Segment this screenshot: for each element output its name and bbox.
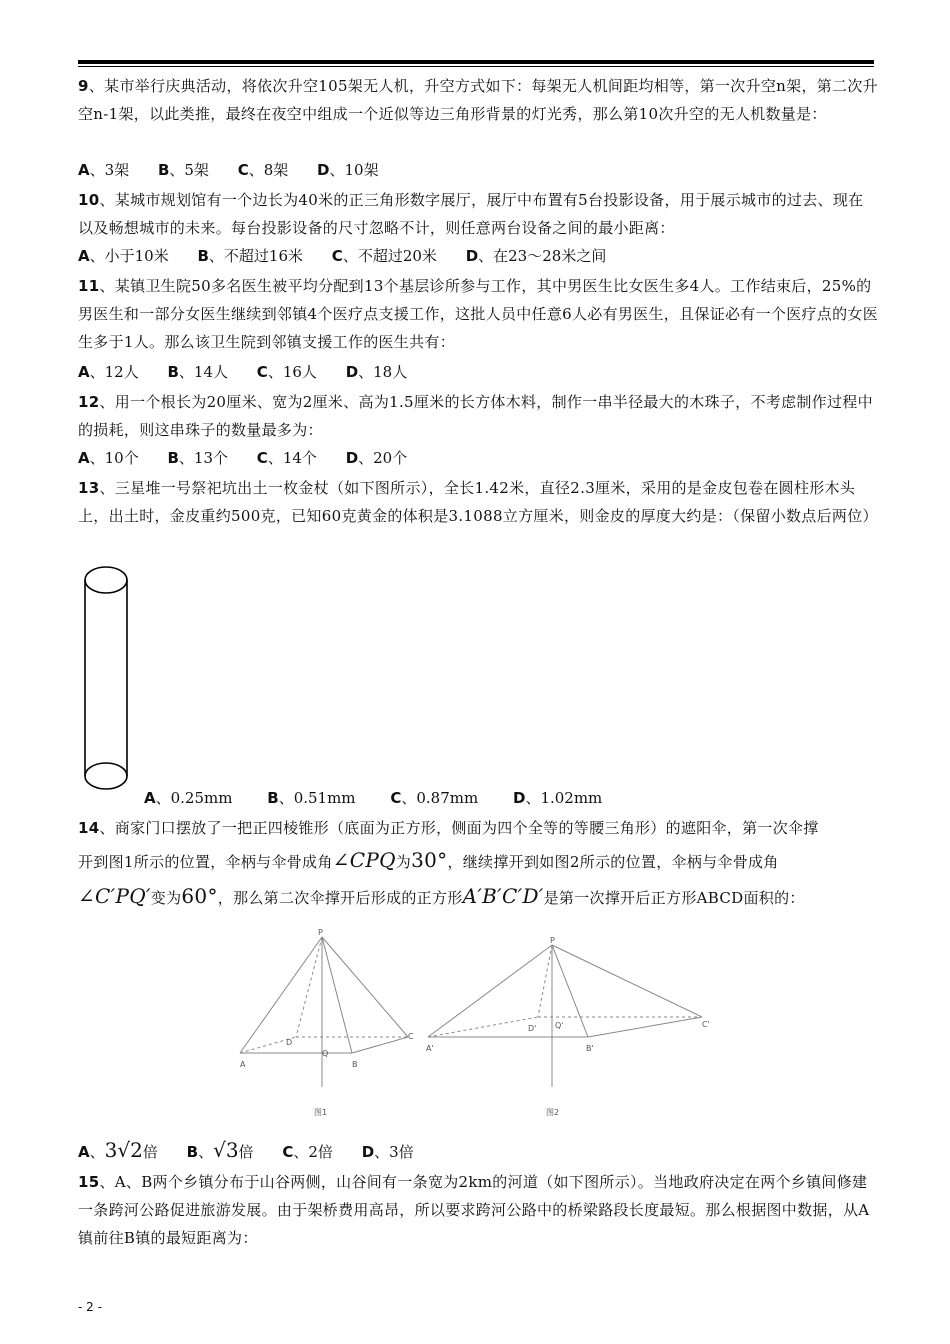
label-c-prime: C' — [702, 1020, 710, 1029]
question-10 — [78, 186, 878, 242]
option-d[interactable]: D、18人 — [345, 363, 408, 381]
question-12 — [78, 388, 878, 444]
figure-caption-1: 图1 — [314, 1108, 328, 1117]
question-text: 、A、B两个乡镇分布于山谷两侧，山谷间有一条宽为2km的河道（如下图所示）。当地政府决定在两个乡镇间修建一条跨河公路促进旅游发展。由于架桥费用高昂，所以要求跨河公路中的桥梁路段长度最短。那么根据图中数据，从A镇前往B镇的最短距离为： — [78, 1173, 870, 1247]
question-text: 、用一个根长为20厘米、宽为2厘米、高为1.5厘米的长方体木料，制作一串半径最大的木珠子，不考虑制作过程中的损耗，则这串珠子的数量最多为： — [78, 393, 873, 439]
figure-caption-2: 图2 — [546, 1108, 560, 1117]
question-number: 15 — [78, 1173, 100, 1191]
option-c[interactable]: C、0.87mm — [390, 789, 479, 807]
option-c[interactable]: C、16人 — [256, 363, 317, 381]
header-rule-thick — [78, 60, 874, 64]
label-b-prime: B' — [586, 1044, 594, 1053]
angle-30-degrees: 30° — [411, 848, 448, 872]
question-text: 、三星堆一号祭祀坑出土一枚金杖（如下图所示），全长1.42米，直径2.3厘米，采用的是金皮包卷在圆柱形木头上，出土时，金皮重约500克，已知60克黄金的体积是3.1088立方厘米，则金皮的厚度大约是：（保留小数点后两位） — [78, 479, 878, 525]
option-b[interactable]: B、13个 — [167, 449, 229, 467]
question-number: 10 — [78, 191, 100, 209]
label-d: D — [286, 1038, 293, 1047]
question-number: 11 — [78, 277, 100, 295]
question-14-line-2: 开到图1所示的位置，伞柄与伞骨成角∠CPQ为30°，继续撑开到如图2所示的位置，伞柄与伞骨成角 — [78, 848, 779, 872]
label-a-prime: A' — [426, 1044, 434, 1053]
option-b[interactable]: B、5架 — [157, 161, 209, 179]
question-12-options — [78, 444, 431, 472]
label-c: C — [408, 1032, 414, 1041]
label-p: P — [318, 928, 323, 937]
option-a[interactable]: A、12人 — [78, 363, 139, 381]
question-number: 14 — [78, 819, 100, 837]
question-number: 13 — [78, 479, 100, 497]
option-d[interactable]: D、在23～28米之间 — [465, 247, 607, 265]
option-c[interactable]: C、8架 — [237, 161, 289, 179]
option-a[interactable]: A、0.25mm — [144, 789, 233, 807]
option-a[interactable]: A、3√2倍 — [78, 1138, 158, 1162]
question-9 — [78, 72, 878, 128]
question-text: 、某镇卫生院50多名医生被平均分配到13个基层诊所参与工作，其中男医生比女医生多4人。工作结束后，25%的男医生和一部分女医生继续到邻镇4个医疗点支援工作，这批人员中任意6人必有男医生，且保证必有一个医疗点的女医生多于1人。那么该卫生院到邻镇支援工作的医生共有： — [78, 277, 878, 351]
option-d[interactable]: D、1.02mm — [512, 789, 603, 807]
question-text: 、某城市规划馆有一个边长为40米的正三角形数字展厅，展厅中布置有5台投影设备，用于展示城市的过去、现在以及畅想城市的未来。每台投影设备的尺寸忽略不计，则任意两台设备之间的最小距离： — [78, 191, 864, 237]
option-d[interactable]: D、3倍 — [361, 1143, 414, 1161]
option-b[interactable]: B、√3倍 — [186, 1138, 254, 1162]
question-13 — [78, 474, 878, 530]
question-13-options — [144, 784, 626, 812]
question-9-options — [78, 156, 403, 184]
angle-c-prime-pq-prime: ∠C′PQ′ — [78, 884, 151, 908]
question-number: 9 — [78, 77, 89, 95]
umbrella-figure-1 — [228, 925, 428, 1125]
option-d[interactable]: D、10架 — [317, 161, 379, 179]
angle-60-degrees: 60° — [181, 884, 218, 908]
angle-cpq: ∠CPQ — [332, 848, 396, 872]
label-d-prime: D' — [528, 1024, 537, 1033]
label-b: B — [352, 1060, 358, 1069]
question-text: 、某市举行庆典活动，将依次升空105架无人机，升空方式如下：每架无人机间距均相等，第一次升空n架，第二次升空n-1架，以此类推，最终在夜空中组成一个近似等边三角形背景的灯光秀，那么第10次升空的无人机数量是： — [78, 77, 878, 123]
option-c[interactable]: C、2倍 — [282, 1143, 333, 1161]
option-a[interactable]: A、10个 — [78, 449, 139, 467]
option-c[interactable]: C、不超过20米 — [331, 247, 437, 265]
gold-staff-cylinder-figure — [80, 560, 140, 800]
question-14-options — [78, 1136, 438, 1166]
question-11 — [78, 272, 878, 356]
question-11-options — [78, 358, 431, 386]
label-a: A — [240, 1060, 246, 1069]
label-q-prime: Q' — [555, 1021, 564, 1030]
question-14-line-3: ∠C′PQ′变为60°，那么第二次伞撑开后形成的正方形A′B′C′D′是第一次撑开后正方形ABCD面积的： — [78, 884, 805, 908]
question-number: 12 — [78, 393, 100, 411]
option-c[interactable]: C、14个 — [256, 449, 317, 467]
option-b[interactable]: B、14人 — [167, 363, 229, 381]
option-b[interactable]: B、不超过16米 — [197, 247, 304, 265]
header-rule-thin — [78, 66, 874, 67]
option-a[interactable]: A、小于10米 — [78, 247, 169, 265]
umbrella-figure-2 — [422, 925, 722, 1125]
option-b[interactable]: B、0.51mm — [267, 789, 356, 807]
label-p: P — [550, 936, 555, 945]
page-number: - 2 - — [78, 1300, 102, 1314]
question-10-options — [78, 242, 630, 270]
question-15 — [78, 1168, 878, 1252]
square-a-prime-b-prime-c-prime-d-prime: A′B′C′D′ — [462, 884, 544, 908]
option-a[interactable]: A、3架 — [78, 161, 130, 179]
label-q: Q — [322, 1049, 329, 1058]
option-d[interactable]: D、20个 — [345, 449, 408, 467]
question-14-line-1: 14、商家门口摆放了一把正四棱锥形（底面为正方形，侧面为四个全等的等腰三角形）的遮阳伞，第一次伞撑 — [78, 819, 819, 837]
